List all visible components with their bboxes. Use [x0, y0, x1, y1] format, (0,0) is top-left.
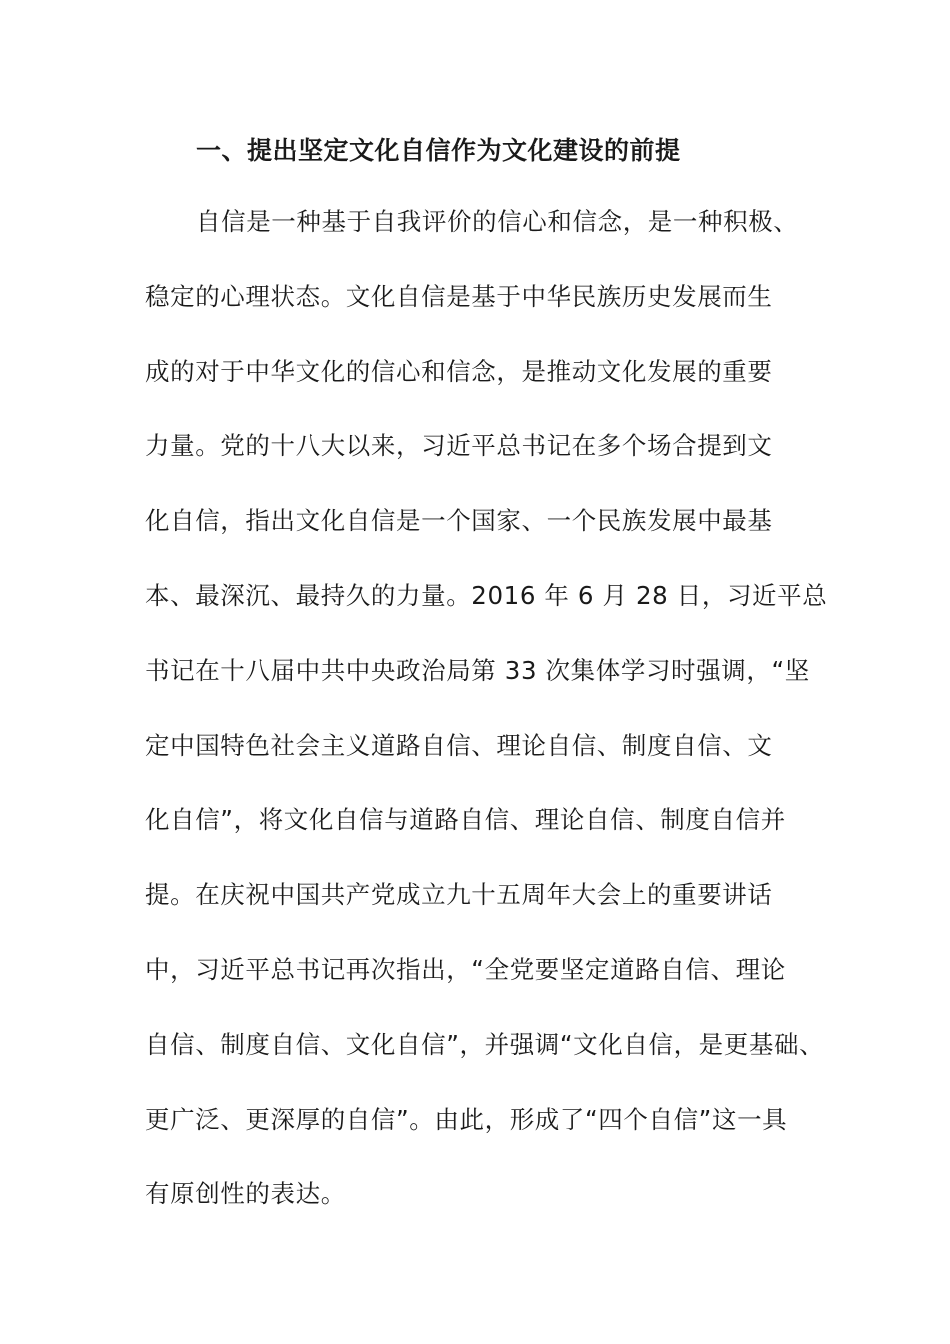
paragraph-line: 本、最深沉、最持久的力量。2016 年 6 月 28 日，习近平总 — [145, 580, 828, 610]
paragraph-line: 有原创性的表达。 — [145, 1179, 346, 1209]
paragraph-line: 自信是一种基于自我评价的信心和信念，是一种积极、 — [196, 207, 799, 236]
section-heading: 一、提出坚定文化自信作为文化建设的前提 — [196, 136, 681, 165]
paragraph-line: 自信、制度自信、文化自信”，并强调“文化自信，是更基础、 — [145, 1029, 825, 1059]
paragraph-line: 书记在十八届中共中央政治局第 33 次集体学习时强调，“坚 — [145, 655, 810, 685]
paragraph-line: 力量。党的十八大以来，习近平总书记在多个场合提到文 — [145, 431, 773, 461]
paragraph-line: 稳定的心理状态。文化自信是基于中华民族历史发展而生 — [145, 281, 773, 311]
paragraph-line: 化自信，指出文化自信是一个国家、一个民族发展中最基 — [145, 506, 773, 536]
body-paragraph — [145, 203, 845, 1250]
paragraph-line: 中，习近平总书记再次指出，“全党要坚定道路自信、理论 — [145, 954, 786, 984]
paragraph-line: 定中国特色社会主义道路自信、理论自信、制度自信、文 — [145, 730, 773, 760]
paragraph-line: 成的对于中华文化的信心和信念，是推动文化发展的重要 — [145, 356, 773, 386]
paragraph-line: 提。在庆祝中国共产党成立九十五周年大会上的重要讲话 — [145, 880, 773, 910]
paragraph-line: 化自信”，将文化自信与道路自信、理论自信、制度自信并 — [145, 805, 786, 835]
paragraph-line: 更广泛、更深厚的自信”。由此，形成了“四个自信”这一具 — [145, 1104, 788, 1134]
